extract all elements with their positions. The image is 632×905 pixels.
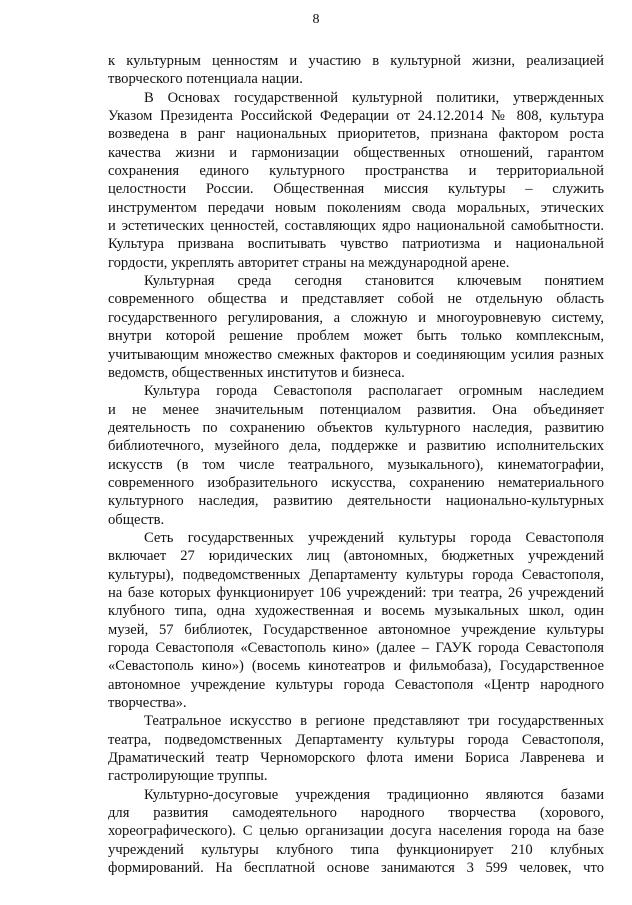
text-line: включает 27 юридических лиц (автономных, бюджетных учреждений bbox=[108, 548, 604, 565]
text-line: государственного регулирования, а сложную и многоуровневую систему, bbox=[108, 309, 604, 326]
text-line: Театральное искусство в регионе представляют три государственных bbox=[144, 713, 604, 730]
text-line: автономное учреждение культуры города Севастополя «Центр народного bbox=[108, 676, 604, 693]
text-line: и эстетических ценностей, составляющих ядро национальной самобытности. bbox=[108, 218, 604, 235]
paragraph bbox=[108, 786, 604, 878]
page-number: 8 bbox=[312, 12, 320, 27]
text-line: учитывающим множество смежных факторов и соединяющим усилия разных bbox=[108, 346, 604, 363]
text-line: хореографического). С целью организации досуга населения города на базе bbox=[108, 823, 604, 840]
text-line: творческого потенциала нации. bbox=[108, 71, 303, 88]
text-line: целостности России. Общественная миссия культуры – служить bbox=[108, 181, 604, 198]
text-line: В Основах государственной культурной политики, утвержденных bbox=[144, 89, 604, 106]
text-line: музей, 57 библиотек, Государственное автономное учреждение культуры bbox=[108, 621, 604, 638]
text-line: современного общества и представляет собой не отдельную область bbox=[108, 291, 604, 308]
text-line: города Севастополя «Севастополь кино» (далее – ГАУК города Севастополя bbox=[108, 640, 604, 656]
text-line: и не менее значительным потенциалом развития. Она объединяет bbox=[108, 401, 604, 418]
text-line: Сеть государственных учреждений культуры города Севастополя bbox=[144, 529, 604, 546]
text-line: творчества». bbox=[108, 695, 187, 712]
paragraph bbox=[108, 712, 604, 785]
text-line: на базе которых функционирует 106 учреждений: три театра, 26 учреждений bbox=[108, 584, 604, 601]
text-line: гордости, укреплять авторитет страны на международной арене. bbox=[108, 254, 510, 271]
text-line: гастролирующие труппы. bbox=[108, 768, 268, 785]
text-line: качества жизни и гармонизации общественных отношений, гарантом bbox=[108, 144, 604, 161]
text-line: «Севастополь кино») (восемь кинотеатров и фильмобаза), Государственное bbox=[108, 658, 604, 675]
text-line: формирований. На бесплатной основе занимаются 3 599 человек, что bbox=[108, 860, 604, 877]
paragraph bbox=[108, 272, 604, 382]
text-line: Культурная среда сегодня становится ключевым понятием bbox=[144, 273, 604, 290]
text-line: внутри которой решение проблем может быть только комплексным, bbox=[108, 328, 604, 345]
text-line: Указом Президента Российской Федерации от 24.12.2014 № 808, культура bbox=[108, 108, 604, 125]
text-line: сохранения единого культурного пространства и территориальной bbox=[108, 163, 604, 180]
text-line: ведомств, общественных институтов и бизнеса. bbox=[108, 364, 405, 381]
text-line: культуры), подведомственных Департаменту культуры города Севастополя, bbox=[108, 566, 604, 583]
text-line: обществ. bbox=[108, 511, 165, 528]
paragraph bbox=[108, 529, 604, 712]
text-line: к культурным ценностям и участию в культурной жизни, реализацией bbox=[108, 53, 604, 69]
paragraph bbox=[108, 89, 604, 272]
paragraph bbox=[108, 52, 604, 89]
text-line: возведена в ранг национальных приоритетов, признана фактором роста bbox=[108, 126, 604, 143]
text-line: искусств (в том числе театрального, музыкального), кинематографии, bbox=[108, 456, 604, 473]
text-line: современного изобразительного искусства, сохранению нематериального bbox=[108, 474, 604, 491]
text-line: Культура призвана воспитывать чувство патриотизма и национальной bbox=[108, 236, 604, 253]
text-line: культурного наследия, развитию деятельности национально-культурных bbox=[108, 493, 604, 510]
text-line: библиотечного, музейного дела, поддержке и развитию исполнительских bbox=[108, 438, 604, 455]
document-body bbox=[108, 52, 604, 877]
text-line: клубного типа, одна художественная и восемь музыкальных школ, один bbox=[108, 603, 604, 620]
text-line: учреждений культуры клубного типа функционирует 210 клубных bbox=[108, 841, 604, 858]
text-line: инструментом передачи новым поколениям свода моральных, этических bbox=[108, 199, 604, 216]
text-line: Драматический театр Черноморского флота имени Бориса Лавренева и bbox=[108, 750, 604, 767]
text-line: театра, подведомственных Департаменту культуры города Севастополя, bbox=[108, 731, 604, 748]
text-line: Культурно-досуговые учреждения традиционно являются базами bbox=[144, 786, 604, 803]
text-line: для развития самодеятельного народного творчества (хорового, bbox=[108, 805, 604, 822]
text-line: Культура города Севастополя располагает огромным наследием bbox=[144, 383, 604, 400]
text-line: деятельность по сохранению объектов культурного наследия, развитию bbox=[108, 419, 604, 436]
paragraph bbox=[108, 382, 604, 529]
